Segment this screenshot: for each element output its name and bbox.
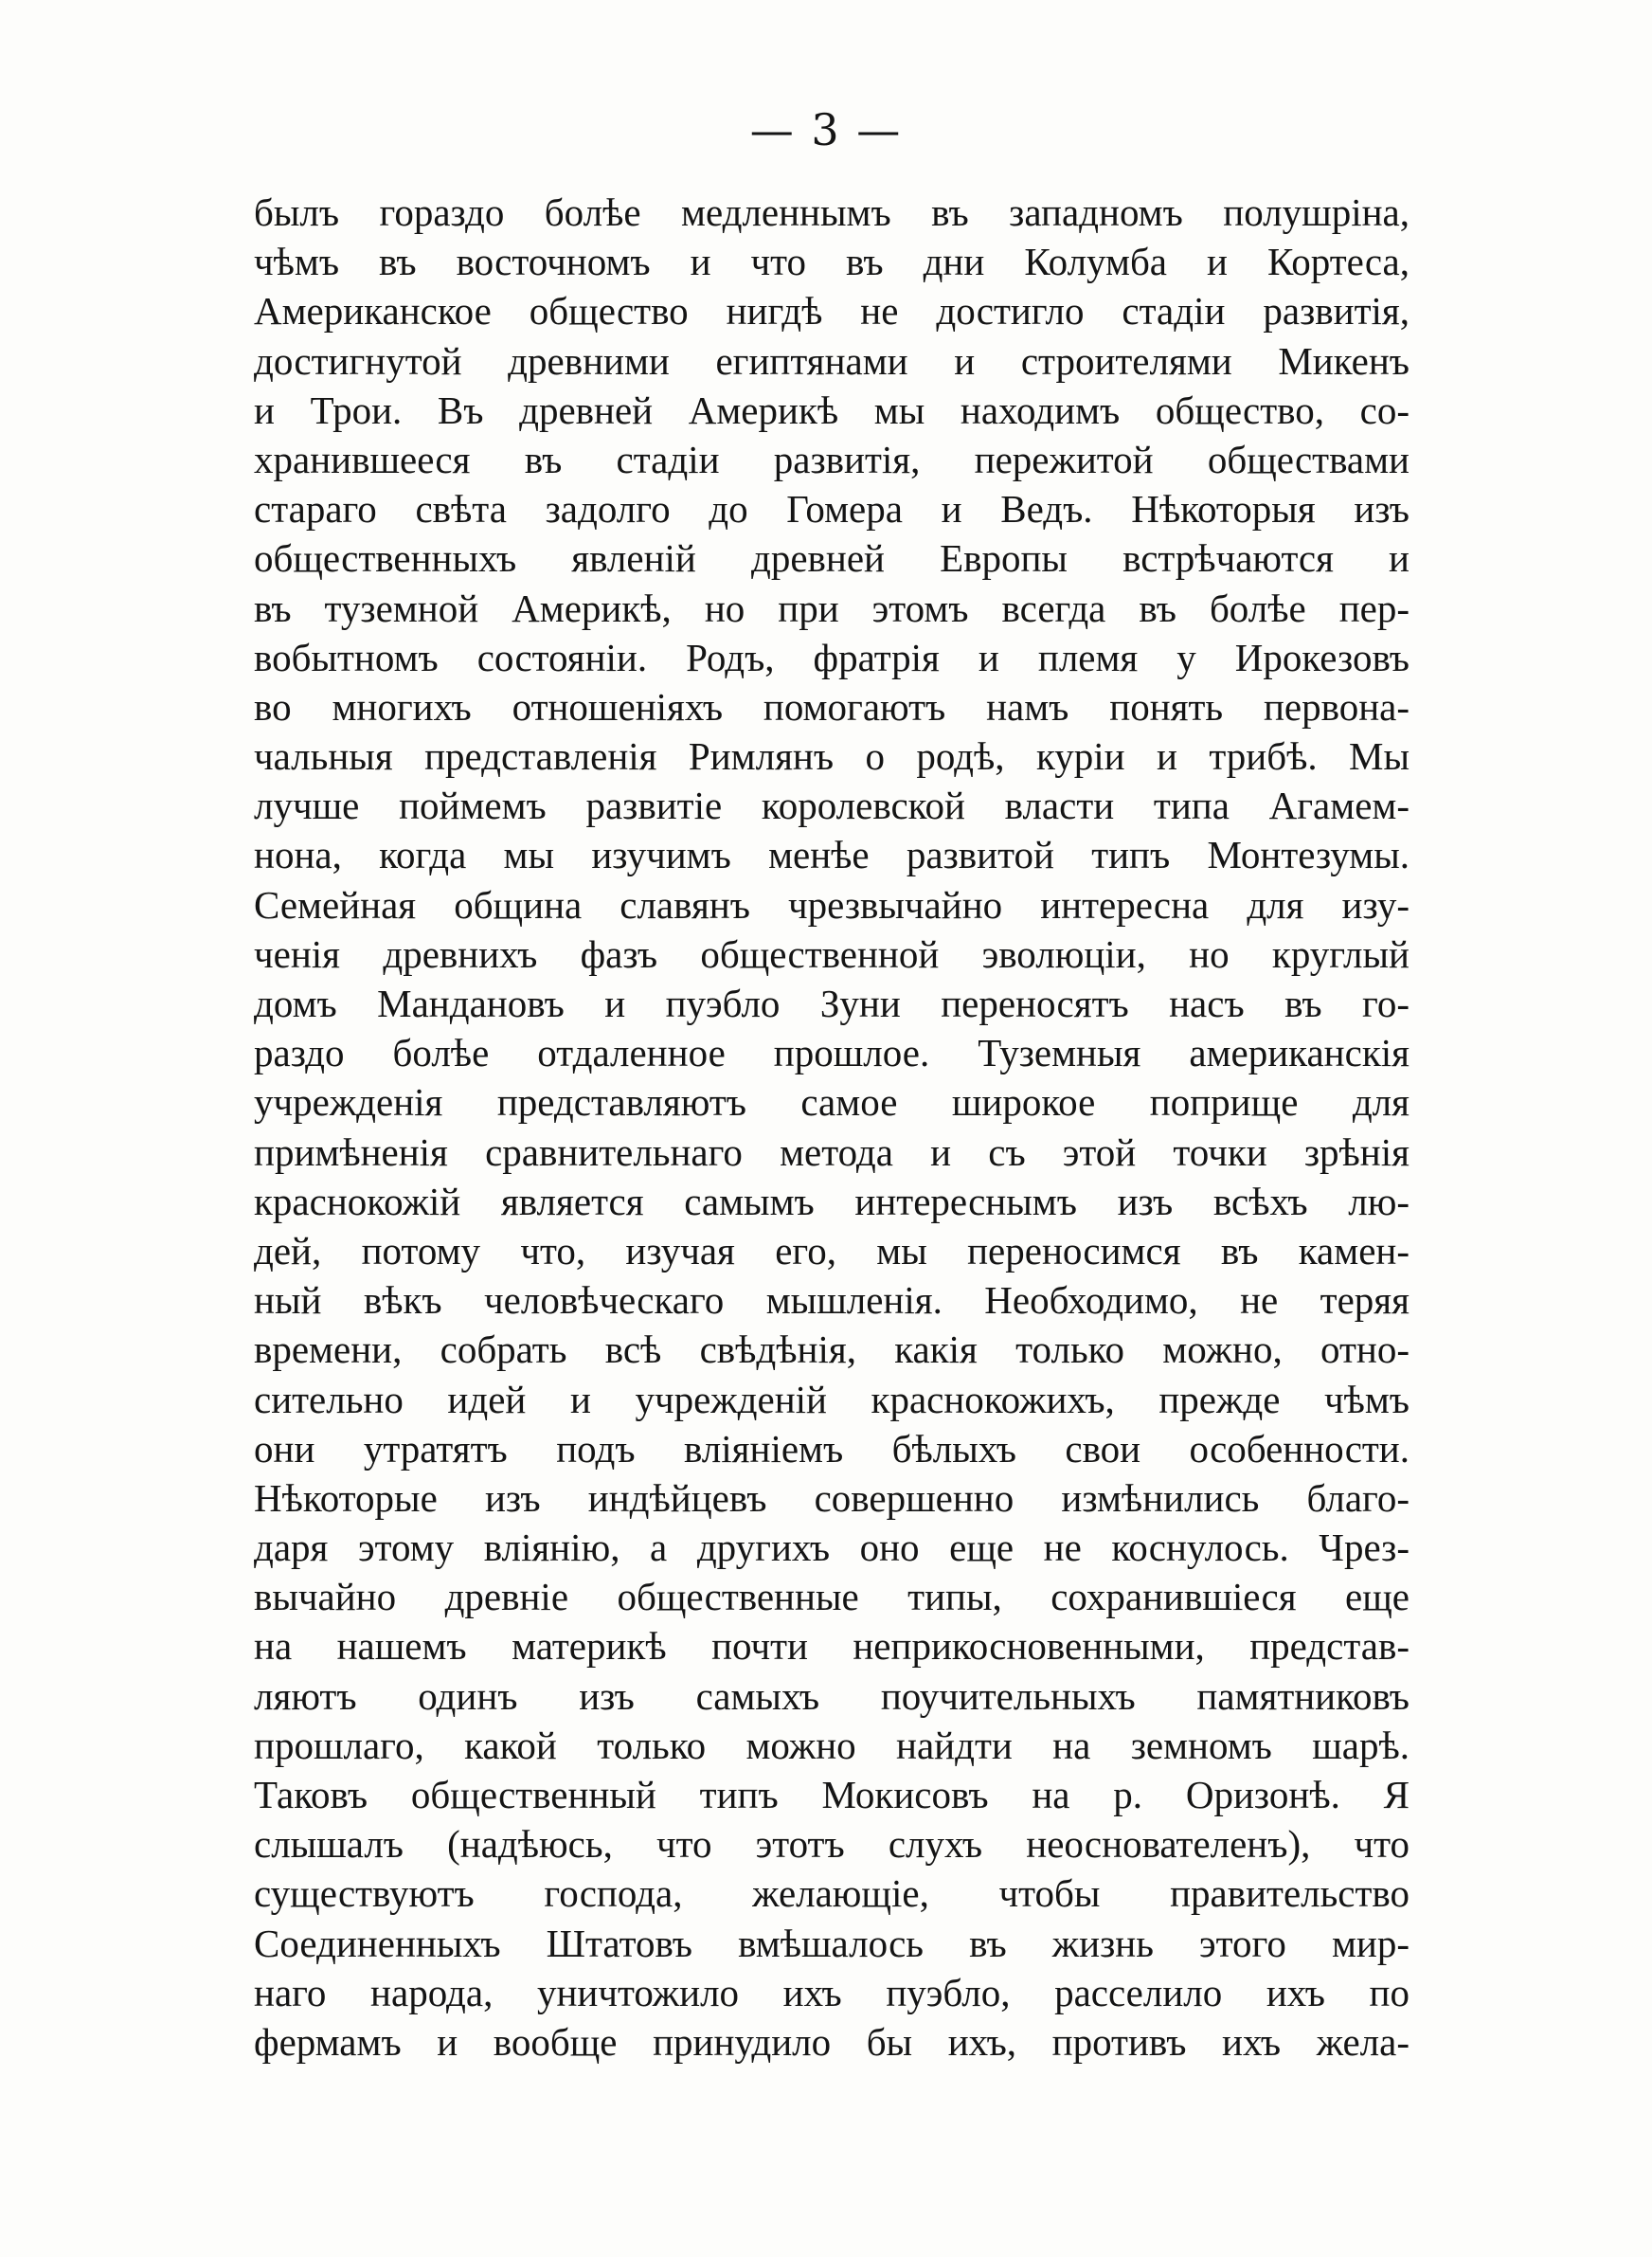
text-line: домъ Мандановъ и пуэбло Зуни переносятъ насъ въ го- — [254, 982, 1410, 1025]
text-line: Нѣкоторые изъ индѣйцевъ совершенно измѣнились благо- — [254, 1475, 1410, 1520]
text-line: вобытномъ состояніи. Родъ, фратрія и племя у Ирокезовъ — [254, 635, 1410, 679]
text-line: и Трои. Въ древней Америкѣ мы находимъ общество, со- — [254, 388, 1410, 432]
text-line: прошлаго, какой только можно найдти на земномъ шарѣ. — [254, 1723, 1410, 1767]
text-line: Таковъ общественный типъ Мокисовъ на р. Оризонѣ. Я — [254, 1773, 1410, 1816]
text-line: во многихъ отношеніяхъ помогаютъ намъ понять первона- — [254, 684, 1410, 729]
text-line: въ туземной Америкѣ, но при этомъ всегда въ болѣе пер- — [254, 586, 1410, 630]
text-line: краснокожій является самымъ интереснымъ изъ всѣхъ лю- — [254, 1179, 1410, 1223]
text-line: Соединенныхъ Штатовъ вмѣшалось въ жизнь этого мир- — [254, 1921, 1410, 1965]
text-line: Семейная община славянъ чрезвычайно интересна для изу- — [254, 882, 1410, 927]
text-line: Американское общество нигдѣ не достигло стадіи развитія, — [254, 289, 1410, 334]
body-text — [254, 188, 1410, 2067]
text-line: нона, когда мы изучимъ менѣе развитой типъ Монтезумы. — [254, 833, 1410, 877]
text-line: существуютъ господа, желающіе, чтобы правительство — [254, 1871, 1410, 1916]
text-line: достигнутой древними египтянами и строителями Микенъ — [254, 338, 1410, 383]
text-line: даря этому вліянію, а другихъ оно еще не коснулось. Чрез- — [254, 1526, 1410, 1570]
text-line: общественныхъ явленій древней Европы встрѣчаются и — [254, 536, 1410, 581]
text-line: они утратятъ подъ вліяніемъ бѣлыхъ свои особенности. — [254, 1426, 1410, 1471]
text-line: чальныя представленія Римлянъ о родѣ, куріи и трибѣ. Мы — [254, 734, 1410, 779]
text-line: чѣмъ въ восточномъ и что въ дни Колумба и Кортеса, — [254, 240, 1410, 284]
text-line: примѣненія сравнительнаго метода и съ этой точки зрѣнія — [254, 1129, 1410, 1174]
text-line: ченія древнихъ фазъ общественной эволюціи, но круглый — [254, 931, 1410, 976]
text-line: былъ гораздо болѣе медленнымъ въ западномъ полушріна, — [254, 190, 1410, 234]
text-line: времени, собрать всѣ свѣдѣнія, какія только можно, отно- — [254, 1327, 1410, 1372]
page-number: — 3 — — [749, 104, 903, 155]
text-line: стараго свѣта задолго до Гомера и Ведъ. Нѣкоторыя изъ — [254, 487, 1410, 532]
text-line: ляютъ одинъ изъ самыхъ поучительныхъ памятниковъ — [254, 1673, 1410, 1718]
text-line: ный вѣкъ человѣческаго мышленія. Необходимо, не теряя — [254, 1278, 1410, 1323]
text-line: лучше поймемъ развитіе королевской власти типа Агамем- — [254, 784, 1410, 828]
text-line: слышалъ (надѣюсь, что этотъ слухъ неоснователенъ), что — [254, 1822, 1410, 1867]
text-line: учрежденія представляютъ самое широкое поприще для — [254, 1080, 1410, 1125]
text-line: наго народа, уничтожило ихъ пуэбло, расселило ихъ по — [254, 1970, 1410, 2014]
text-line: фермамъ и вообще принудило бы ихъ, противъ ихъ жела- — [254, 2019, 1410, 2064]
text-line: раздо болѣе отдаленное прошлое. Туземныя американскія — [254, 1031, 1410, 1075]
text-line: на нашемъ материкѣ почти неприкосновенными, представ- — [254, 1624, 1410, 1669]
text-line: вычайно древніе общественные типы, сохранившіеся еще — [254, 1575, 1410, 1619]
text-line: хранившееся въ стадіи развитія, пережитой обществами — [254, 437, 1410, 481]
text-line: сительно идей и учрежденій краснокожихъ, прежде чѣмъ — [254, 1377, 1410, 1421]
text-line: дей, потому что, изучая его, мы переносимся въ камен- — [254, 1228, 1410, 1273]
